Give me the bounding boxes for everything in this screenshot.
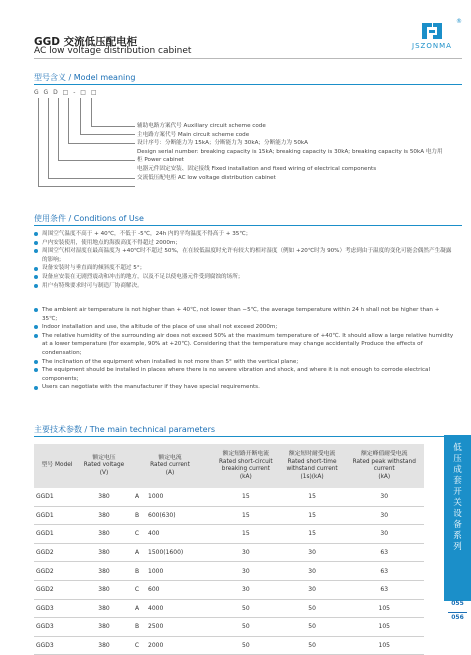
cell-voltage: 380 — [80, 506, 128, 525]
cell-breaking: 50 — [212, 636, 280, 655]
condition-item: The ambient air temperature is not higher than + 40℃, not lower than −5℃, the average temperature within 24 h shall not be higher than + 35℃; — [34, 306, 454, 323]
table-row — [34, 506, 424, 525]
table-row — [34, 543, 424, 562]
cell-breaking: 15 — [212, 488, 280, 506]
bullet-icon — [34, 241, 38, 245]
cell-current: 1000 — [146, 488, 212, 506]
params-title: 主要技术参数 / The main technical parameters — [34, 425, 216, 434]
header-divider — [34, 58, 462, 59]
cell-voltage: 380 — [80, 543, 128, 562]
condition-item: 用户有特殊要求时可与制造厂协商解决。 — [34, 282, 454, 291]
cell-model: GGD2 — [34, 543, 80, 562]
cell-withstand: 50 — [280, 599, 345, 618]
cell-peak: 30 — [345, 525, 425, 544]
sidebar-char: 低 — [453, 443, 462, 453]
bullet-icon — [34, 249, 38, 253]
condition-item: The equipment should be installed in places where there is no severe vibration and shock, and where it is not enough to corrode electrical components; — [34, 366, 454, 383]
bullet-icon — [34, 368, 38, 372]
bullet-icon — [34, 275, 38, 279]
bracket-line — [38, 98, 39, 186]
cell-scheme: C — [128, 636, 146, 655]
conditions-list-cn — [34, 230, 454, 290]
cell-scheme: A — [128, 543, 146, 562]
cell-model: GGD1 — [34, 525, 80, 544]
cell-current: 600(630) — [146, 506, 212, 525]
header-peak: 额定峰值耐受电流 Rated peak withstand current (kA) — [345, 444, 425, 488]
params-divider — [34, 436, 462, 437]
table-row — [34, 562, 424, 581]
bullet-icon — [34, 334, 38, 338]
cell-model: GGD3 — [34, 636, 80, 655]
brand-logo — [402, 18, 462, 50]
table-row — [34, 580, 424, 599]
condition-item: The relative humidity of the surrounding air does not exceed 50% at the maximum temperature of +40℃. It should allow a large relative humidity at a lower temperature (for example, 90% at +20℃). Considering that the temperature may change accidentally Produce the effects of condensation; — [34, 332, 454, 358]
cell-breaking: 30 — [212, 580, 280, 599]
cell-current: 4000 — [146, 599, 212, 618]
cell-voltage: 380 — [80, 618, 128, 637]
cell-model: GGD3 — [34, 618, 80, 637]
sidebar-char: 设 — [453, 509, 462, 519]
model-meaning-item: 电器元件固定安装、固定接线 Fixed installation and fixed wiring of electrical components — [137, 166, 377, 172]
cell-breaking: 30 — [212, 562, 280, 581]
bracket-line — [48, 98, 49, 178]
bracket-line — [68, 143, 135, 144]
cell-withstand: 50 — [280, 636, 345, 655]
cell-voltage: 380 — [80, 562, 128, 581]
header-withstand: 额定短时耐受电流 Rated short-time withstand current (1s)(kA) — [280, 444, 345, 488]
condition-item: 周围空气相对湿度在最高温度为 +40℃时不超过 50%，在在较低温度时允许有较大的相对湿度（例如 +20℃时为 90%）考虑到由于温度的变化可能会偶然产生凝露的影响； — [34, 247, 454, 264]
cell-model: GGD1 — [34, 488, 80, 506]
condition-item: 设备应安装在无剧烈震动和冲击的地方，以及不足以使电器元件受到腐蚀的场所； — [34, 273, 454, 282]
params-table — [34, 444, 424, 655]
cell-breaking: 50 — [212, 618, 280, 637]
bullet-icon — [34, 386, 38, 390]
sidebar-char: 系 — [453, 531, 462, 541]
condition-item: Users can negotiate with the manufacturer if they have special requirements. — [34, 383, 454, 392]
condition-item: 户内安装使用，使用地点的海拔高度不得超过 2000m； — [34, 239, 454, 248]
table-row — [34, 618, 424, 637]
cell-scheme: C — [128, 525, 146, 544]
cell-voltage: 380 — [80, 488, 128, 506]
bracket-line — [91, 98, 92, 126]
page-number-right: 056 — [451, 614, 464, 621]
cell-scheme: C — [128, 580, 146, 599]
cell-current: 400 — [146, 525, 212, 544]
cell-withstand: 50 — [280, 618, 345, 637]
bullet-icon — [34, 360, 38, 364]
page-number-left: 055 — [451, 600, 464, 607]
bracket-line — [80, 98, 81, 134]
condition-item: Indoor installation and use, the altitude of the place of use shall not exceed 2000m; — [34, 323, 454, 332]
conditions-list-en — [34, 306, 454, 392]
model-meaning-title: 型号含义 / Model meaning — [34, 73, 136, 82]
condition-item: 周围空气温度不高于 + 40℃，不低于 -5℃，24h 内的平均温度不得高于 + 35℃； — [34, 230, 454, 239]
cell-voltage: 380 — [80, 580, 128, 599]
category-sidebar — [444, 435, 471, 601]
condition-item: The inclination of the equipment when installed is not more than 5° with the vertical plane; — [34, 358, 454, 367]
model-meaning-divider — [34, 84, 462, 85]
page-title-en: AC low voltage distribution cabinet — [34, 46, 192, 56]
model-meaning-item: 设计序号：分断能力为 15kA；分断能力为 30kA；分断能力为 50kA — [137, 140, 308, 147]
model-code: G G D □ - □ □ — [34, 89, 99, 96]
cell-peak: 63 — [345, 562, 425, 581]
cell-withstand: 15 — [280, 488, 345, 506]
bracket-line — [48, 178, 135, 179]
bullet-icon — [34, 325, 38, 329]
condition-item: 设备安装时与垂直面的倾斜度不超过 5°； — [34, 264, 454, 273]
bracket-line — [38, 186, 135, 187]
bracket-line — [80, 134, 135, 135]
cell-withstand: 30 — [280, 543, 345, 562]
cell-withstand: 15 — [280, 525, 345, 544]
brand-name: JSZONMA — [412, 42, 452, 50]
model-meaning-item: 交流低压配电柜 AC low voltage distribution cabinet — [137, 174, 276, 181]
cell-scheme: A — [128, 599, 146, 618]
sidebar-char: 压 — [453, 454, 462, 464]
cell-model: GGD2 — [34, 562, 80, 581]
page-number-divider — [448, 612, 467, 613]
bracket-line — [91, 126, 135, 127]
bullet-icon — [34, 308, 38, 312]
table-row — [34, 636, 424, 655]
cell-peak: 63 — [345, 543, 425, 562]
sidebar-char: 套 — [453, 476, 462, 486]
model-meaning-item: 柜 Power cabinet — [137, 157, 184, 164]
cell-current: 2500 — [146, 618, 212, 637]
header-voltage: 额定电压 Rated voltage (V) — [80, 444, 128, 488]
cell-peak: 63 — [345, 580, 425, 599]
cell-model: GGD1 — [34, 506, 80, 525]
cell-voltage: 380 — [80, 599, 128, 618]
sidebar-char: 开 — [453, 487, 462, 497]
cell-breaking: 50 — [212, 599, 280, 618]
page-title-cn: GGD 交流低压配电柜 — [34, 36, 138, 48]
cell-current: 1000 — [146, 562, 212, 581]
sidebar-char: 关 — [453, 498, 462, 508]
sidebar-char: 备 — [453, 520, 462, 530]
cell-breaking: 15 — [212, 525, 280, 544]
bracket-line — [58, 98, 59, 160]
model-meaning-item: Design serial number: breaking capacity is 15kA; breaking capacity is 30kA; breaking capacity is 50kA 电力用 — [137, 148, 443, 155]
cell-current: 1500(1600) — [146, 543, 212, 562]
cell-current: 2000 — [146, 636, 212, 655]
table-row — [34, 488, 424, 506]
cell-scheme: B — [128, 562, 146, 581]
model-meaning-item: 主电路方案代号 Main circuit scheme code — [137, 131, 250, 138]
bracket-line — [58, 160, 135, 161]
sidebar-label — [444, 443, 471, 553]
cell-peak: 30 — [345, 488, 425, 506]
bullet-icon — [34, 232, 38, 236]
registered-mark: ® — [456, 18, 462, 25]
sidebar-char: 成 — [453, 465, 462, 475]
table-header-row — [34, 444, 424, 488]
brand-logo-icon — [420, 21, 444, 41]
cell-scheme: B — [128, 506, 146, 525]
cell-peak: 105 — [345, 599, 425, 618]
model-meaning-item: 辅助电路方案代号 Auxiliary circuit scheme code — [137, 123, 266, 129]
cell-peak: 105 — [345, 636, 425, 655]
conditions-title: 使用条件 / Conditions of Use — [34, 214, 144, 223]
conditions-divider — [34, 225, 462, 226]
cell-peak: 105 — [345, 618, 425, 637]
sidebar-char: 列 — [453, 542, 462, 552]
cell-scheme: A — [128, 488, 146, 506]
cell-model: GGD2 — [34, 580, 80, 599]
cell-voltage: 380 — [80, 636, 128, 655]
cell-current: 600 — [146, 580, 212, 599]
cell-breaking: 30 — [212, 543, 280, 562]
table-row — [34, 599, 424, 618]
bullet-icon — [34, 284, 38, 288]
header-model: 型号 Model — [34, 444, 80, 488]
cell-withstand: 15 — [280, 506, 345, 525]
cell-withstand: 30 — [280, 580, 345, 599]
cell-voltage: 380 — [80, 525, 128, 544]
cell-breaking: 15 — [212, 506, 280, 525]
cell-peak: 30 — [345, 506, 425, 525]
bracket-line — [68, 98, 69, 143]
cell-withstand: 30 — [280, 562, 345, 581]
cell-model: GGD3 — [34, 599, 80, 618]
table-row — [34, 525, 424, 544]
header-current: 额定电流 Rated current (A) — [128, 444, 212, 488]
cell-scheme: B — [128, 618, 146, 637]
header-breaking: 额定短路开断电流 Rated short-circuit breaking current (kA) — [212, 444, 280, 488]
bullet-icon — [34, 267, 38, 271]
